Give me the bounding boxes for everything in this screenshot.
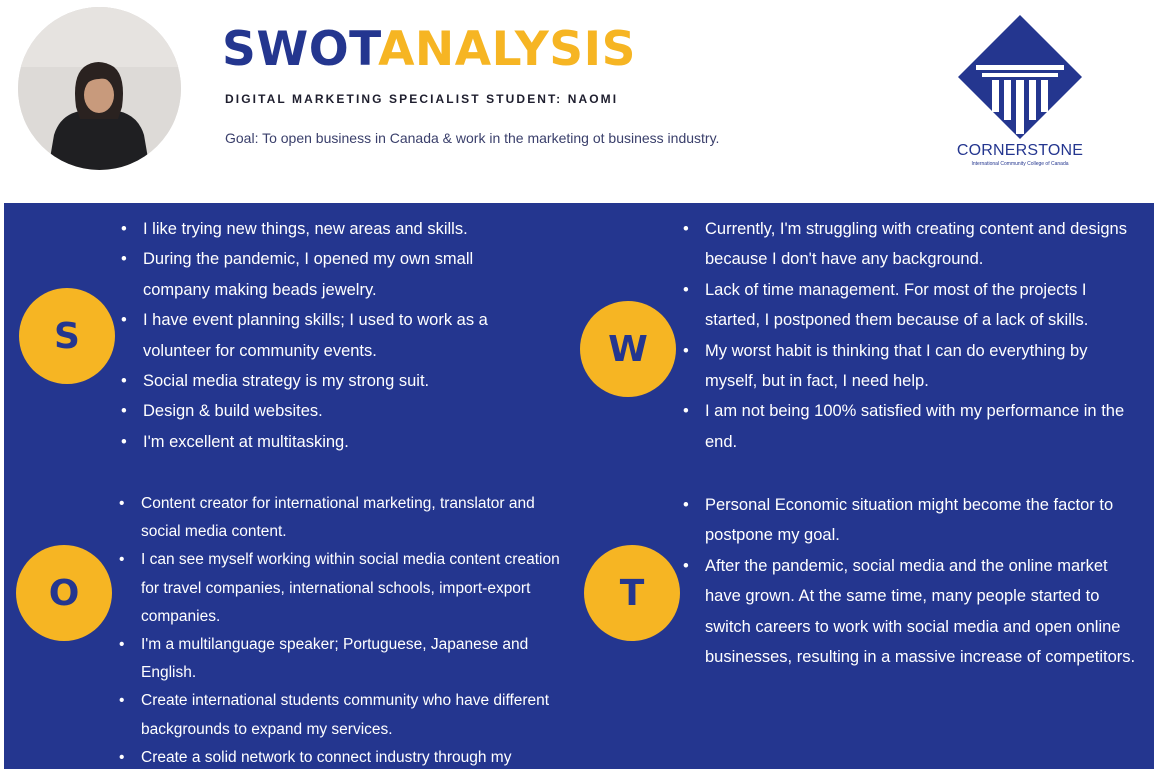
logo-tagline: International Community College of Canada bbox=[971, 161, 1069, 167]
opportunity-item: • Content creator for international marketing, translator and social media content. bbox=[117, 490, 572, 546]
strength-item: • I have event planning skills; I used to work as a volunteer for community events. bbox=[119, 305, 529, 366]
strength-item: • Social media strategy is my strong suit. bbox=[119, 366, 529, 396]
strength-item: • I'm excellent at multitasking. bbox=[119, 427, 529, 457]
avatar bbox=[18, 7, 181, 170]
logo-name: CORNERSTONE bbox=[956, 142, 1084, 159]
strength-item: • I like trying new things, new areas and skills. bbox=[119, 214, 529, 244]
cornerstone-logo bbox=[950, 10, 1090, 170]
goal-text: Goal: To open business in Canada & work in the marketing ot business industry. bbox=[225, 130, 720, 146]
weakness-item: • Lack of time management. For most of the projects I started, I postponed them because of a lack of skills. bbox=[681, 275, 1141, 336]
weakness-item: • Currently, I'm struggling with creating content and designs because I don't have any background. bbox=[681, 214, 1141, 275]
swot-panel bbox=[4, 203, 1154, 769]
opportunity-item: • I can see myself working within social media content creation for travel companies, international schools, import-export companies. bbox=[117, 546, 572, 631]
weaknesses-list bbox=[681, 214, 1141, 457]
strength-item: • Design & build websites. bbox=[119, 396, 529, 426]
strengths-list bbox=[119, 214, 529, 457]
page-title bbox=[222, 22, 636, 78]
pillar-diamond-icon bbox=[950, 10, 1090, 140]
weaknesses-badge: W bbox=[580, 301, 676, 397]
title-part-analysis: ANALYSIS bbox=[378, 22, 636, 77]
subtitle: DIGITAL MARKETING SPECIALIST STUDENT: NAOMI bbox=[225, 92, 619, 106]
title-part-swot: SWOT bbox=[222, 22, 379, 77]
opportunity-item: • I'm a multilanguage speaker; Portuguese, Japanese and English. bbox=[117, 631, 572, 687]
opportunity-item: • Create a solid network to connect industry through my bbox=[117, 744, 572, 772]
threat-item: • After the pandemic, social media and the online market have grown. At the same time, many people started to switch careers to work with social media and open online businesses, resulting in a massive increase of competitors. bbox=[681, 551, 1141, 673]
header bbox=[0, 0, 1154, 203]
strengths-badge: S bbox=[19, 288, 115, 384]
opportunity-item: • Create international students community who have different backgrounds to expand my services. bbox=[117, 687, 572, 743]
weakness-item: • I am not being 100% satisfied with my performance in the end. bbox=[681, 396, 1141, 457]
opportunities-list bbox=[117, 490, 572, 772]
opportunities-badge: O bbox=[16, 545, 112, 641]
strength-item: • During the pandemic, I opened my own small company making beads jewelry. bbox=[119, 244, 529, 305]
person-photo bbox=[18, 7, 181, 170]
threat-item: • Personal Economic situation might become the factor to postpone my goal. bbox=[681, 490, 1141, 551]
weakness-item: • My worst habit is thinking that I can do everything by myself, but in fact, I need help. bbox=[681, 336, 1141, 397]
threats-badge: T bbox=[584, 545, 680, 641]
threats-list bbox=[681, 490, 1141, 672]
